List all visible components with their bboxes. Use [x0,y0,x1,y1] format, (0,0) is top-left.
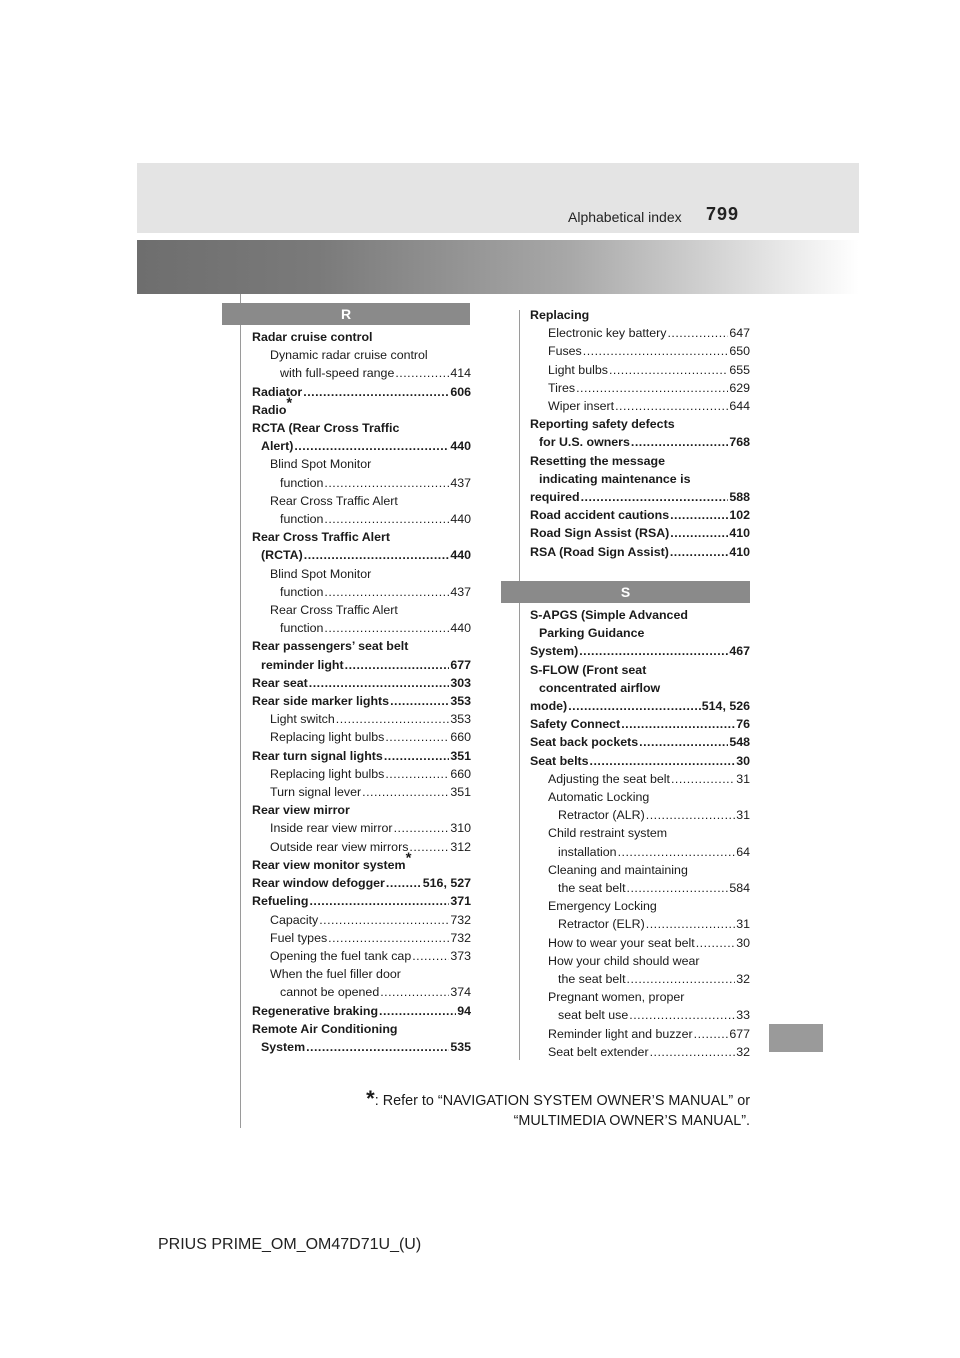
dot-leader [615,397,728,415]
index-entry-text: the seat belt [558,881,626,896]
dot-leader [303,383,449,401]
index-entry-text: Rear turn signal lights [252,748,383,763]
index-entry-page: 548 [729,735,750,750]
index-entry-page: 310 [450,821,471,836]
index-entry-page: 373 [450,948,471,963]
thumb-index-tab [769,1024,823,1052]
index-entry-text: Rear side marker lights [252,694,390,709]
index-entry-page: 303 [450,675,471,690]
index-entry [252,728,471,746]
dot-leader [362,783,449,801]
index-entry [530,733,750,751]
dot-leader [590,752,736,770]
index-entry-page: 353 [450,694,471,709]
index-entry-text: How to wear your seat belt [548,935,695,950]
index-entry-text: seat belt use [558,1008,629,1023]
index-entry [252,528,471,546]
dot-leader [390,692,449,710]
index-entry [530,379,750,397]
section-heading-s: S [501,581,750,603]
section-heading-r: R [222,303,470,325]
index-entry-text: function [280,512,324,527]
index-entry-text: Remote Air Conditioning [252,1021,398,1036]
dot-leader [384,747,450,765]
index-entry [252,892,471,910]
index-entry [252,619,471,637]
index-entry [252,765,471,783]
index-entry-text: Radio [252,402,287,417]
index-entry [252,437,471,455]
index-entry [530,952,750,970]
index-entry-page: 768 [729,435,750,450]
index-entry [530,1043,750,1061]
index-entry-text: with full-speed range [280,366,395,381]
index-entry [252,1002,471,1020]
index-entry [530,806,750,824]
dot-leader [345,656,450,674]
index-entry-page: 629 [729,380,750,395]
index-entry-text: Fuses [548,344,582,359]
index-entry [252,546,471,564]
dot-leader [304,546,450,564]
page-number: 799 [706,204,740,224]
index-entry [530,752,750,770]
index-entry-text: Replacing [530,308,590,322]
footnote [330,1086,750,1131]
index-entry [252,346,471,364]
index-entry-text: When the fuel filler door [270,967,401,982]
index-entry [530,661,750,679]
index-entry [530,624,750,642]
index-entry-page: 94 [457,1003,471,1018]
index-entry [530,1006,750,1024]
index-entry [530,679,750,697]
index-entry [530,606,750,624]
index-entry [252,692,471,710]
index-entry [530,1025,750,1043]
index-entry-page: 660 [450,766,471,781]
dot-leader [670,524,728,542]
footnote-marker: * [366,1086,375,1112]
index-entry-page: 677 [729,1026,750,1041]
dot-leader [639,733,728,751]
dot-leader [319,911,449,929]
dot-leader [609,361,728,379]
index-entry-page: 650 [729,344,750,359]
dot-leader [409,838,449,856]
footnote-asterisk: * [286,394,293,412]
index-entry [252,328,471,346]
index-entry-text: Cleaning and maintaining [548,862,688,877]
index-entry-text: Outside rear view mirrors [270,839,409,854]
index-entry-text: S-APGS (Simple Advanced [530,608,688,622]
index-entry [252,710,471,728]
index-entry-text: Opening the fuel tank cap [270,948,412,963]
index-entry-text: Emergency Locking [548,899,657,914]
index-entry-text: Rear Cross Traffic Alert [252,530,390,545]
index-entry-text: Child restraint system [548,826,668,841]
index-entry-page: 76 [736,717,750,732]
dot-leader [309,674,450,692]
dot-leader [386,874,422,892]
index-entry-page: 410 [729,544,750,559]
index-entry [252,383,471,401]
index-entry [252,849,471,874]
index-entry-text: Rear passengers’ seat belt [252,639,409,654]
index-entry-page: 584 [729,881,750,896]
index-entry-page: 31 [736,808,750,823]
dot-leader [583,342,729,360]
index-entry-text: Light switch [270,712,335,727]
index-entry-page: 437 [450,584,471,599]
index-entry [530,988,750,1006]
index-entry-text: Reporting safety defects [530,417,675,432]
index-entry [252,656,471,674]
index-entry [252,510,471,528]
index-entry-page: 353 [450,712,471,727]
index-entry [530,934,750,952]
index-entry-page: 31 [736,771,750,786]
dot-leader [621,715,735,733]
index-entry-page: 437 [450,475,471,490]
index-column-right-s [530,606,750,1061]
index-entry-page: 440 [450,512,471,527]
index-entry-text: Tires [548,380,576,395]
index-entry [252,1020,471,1038]
left-rule [240,294,241,1128]
index-entry [530,524,750,542]
index-entry-page: 514, 526 [701,699,750,714]
index-entry-text: Rear seat [252,675,308,690]
footnote-asterisk: * [405,849,412,867]
index-entry-text: Retractor (ALR) [558,808,645,823]
footnote-line-1: : Refer to “NAVIGATION SYSTEM OWNER’S MANUAL” or [374,1093,750,1109]
index-entry-text: RSA (Road Sign Assist) [530,544,669,559]
index-entry [252,474,471,492]
dot-leader [394,819,450,837]
index-entry-text: function [280,584,324,599]
dot-leader [328,929,449,947]
index-entry-page: 606 [450,384,471,399]
index-entry [530,697,750,715]
column-divider [519,310,520,1060]
index-entry [530,788,750,806]
index-entry-page: 102 [729,508,750,523]
index-entry-text: Safety Connect [530,717,621,732]
index-entry-text: System [261,1039,306,1054]
index-column-left [252,328,471,1056]
index-entry [252,819,471,837]
index-column-right-r [530,306,750,561]
index-entry [252,929,471,947]
index-entry-text: Refueling [252,894,309,909]
dot-leader [667,324,728,342]
index-entry-text: Inside rear view mirror [270,821,393,836]
dot-leader [385,728,449,746]
index-entry-text: cannot be opened [280,985,380,1000]
dot-leader [412,947,449,965]
index-entry-text: Dynamic radar cruise control [270,348,428,363]
index-entry-page: 647 [729,326,750,341]
index-entry-text: System) [530,644,579,659]
dot-leader [309,892,449,910]
dot-leader [294,437,449,455]
index-entry-page: 351 [450,785,471,800]
index-entry-text: Fuel types [270,930,328,945]
index-entry-text: Adjusting the seat belt [548,771,670,786]
index-entry [252,455,471,473]
index-entry-page: 351 [450,748,471,763]
index-entry-text: Road Sign Assist (RSA) [530,526,670,541]
index-entry-text: Rear window defogger [252,876,385,891]
index-entry-text: Wiper insert [548,399,615,414]
dot-leader [694,1025,729,1043]
index-entry-page: 30 [736,753,750,768]
index-entry-text: function [280,621,324,636]
index-entry-page: 440 [450,548,471,563]
index-entry [530,861,750,879]
index-entry [252,674,471,692]
dot-leader [568,697,701,715]
index-entry-page: 374 [450,985,471,1000]
index-entry-text: Radiator [252,384,303,399]
dot-leader [650,1043,736,1061]
index-entry [530,715,750,733]
index-entry-text: Blind Spot Monitor [270,457,372,472]
index-entry-page: 535 [450,1039,471,1054]
index-entry-page: 440 [450,621,471,636]
index-entry-page: 440 [450,439,471,454]
index-entry-text: Light bulbs [548,362,608,377]
index-entry-text: Retractor (ELR) [558,917,645,932]
dot-leader [627,970,736,988]
footnote-line-2: “MULTIMEDIA OWNER’S MANUAL”. [513,1113,750,1129]
index-entry [530,770,750,788]
index-entry [530,488,750,506]
index-entry-text: Rear view monitor system [252,857,406,872]
index-entry-text: Seat belts [530,753,589,768]
dot-leader [646,915,735,933]
dot-leader [380,983,449,1001]
dot-leader [379,1002,456,1020]
index-entry-page: 31 [736,917,750,932]
index-entry-text: Seat back pockets [530,735,639,750]
index-entry-text: Rear Cross Traffic Alert [270,493,398,508]
gradient-banner [137,240,859,294]
index-entry [530,642,750,660]
dot-leader [671,770,735,788]
index-entry-page: 516, 527 [422,876,471,891]
index-entry-page: 660 [450,730,471,745]
index-entry [530,415,750,433]
index-entry-page: 588 [729,490,750,505]
dot-leader [629,1006,735,1024]
index-entry-page: 732 [450,930,471,945]
index-entry [252,838,471,856]
index-entry-text: function [280,475,324,490]
index-entry-text: installation [558,844,617,859]
index-entry [252,783,471,801]
index-entry-text: Rear Cross Traffic Alert [270,603,398,618]
index-entry [530,324,750,342]
index-entry-page: 30 [736,935,750,950]
index-entry-text: Turn signal lever [270,785,362,800]
dot-leader [395,364,449,382]
dot-leader [576,379,728,397]
dot-leader [581,488,729,506]
index-entry [252,801,471,819]
index-entry [252,911,471,929]
index-entry [530,433,750,451]
index-entry-page: 32 [736,1044,750,1059]
index-entry [530,970,750,988]
dot-leader [646,806,735,824]
index-entry-page: 677 [450,657,471,672]
dot-leader [670,506,728,524]
header-title: Alphabetical index [568,209,682,225]
index-entry-text: Road accident cautions [530,508,670,523]
index-entry-text: Alert) [261,439,294,454]
index-entry [252,583,471,601]
index-entry-text: Reminder light and buzzer [548,1026,693,1041]
index-entry [530,470,750,488]
header-band [137,163,859,233]
dot-leader [696,934,736,952]
index-entry [530,897,750,915]
index-entry-page: 371 [450,894,471,909]
index-entry [252,965,471,983]
index-entry-text: required [530,490,580,505]
index-entry [530,306,750,324]
index-entry-page: 732 [450,912,471,927]
index-entry-text: concentrated airflow [539,680,661,695]
index-entry [252,747,471,765]
index-entry-page: 410 [729,526,750,541]
index-entry-page: 655 [729,362,750,377]
index-entry-text: Replacing light bulbs [270,766,385,781]
document-code: PRIUS PRIME_OM_OM47D71U_(U) [158,1236,422,1253]
index-entry-page: 64 [736,844,750,859]
index-entry [530,397,750,415]
index-entry [252,601,471,619]
index-entry-text: indicating maintenance is [539,471,691,486]
index-entry [252,947,471,965]
index-entry-page: 414 [450,366,471,381]
index-entry [530,915,750,933]
index-entry-text: Blind Spot Monitor [270,566,372,581]
index-entry-page: 312 [450,839,471,854]
index-entry-page: 32 [736,972,750,987]
index-entry [252,492,471,510]
dot-leader [306,1038,449,1056]
index-entry [252,874,471,892]
index-entry-text: the seat belt [558,972,626,987]
dot-leader [324,474,449,492]
index-entry-text: Rear view mirror [252,803,350,818]
index-entry [530,506,750,524]
index-entry-text: Automatic Locking [548,790,650,805]
index-entry [252,637,471,655]
index-entry-text: How your child should wear [548,953,700,968]
dot-leader [336,710,450,728]
index-entry-text: for U.S. owners [539,435,630,450]
index-entry-text: Regenerative braking [252,1003,379,1018]
index-entry-text: Capacity [270,912,319,927]
index-entry [252,364,471,382]
index-entry [252,565,471,583]
index-entry-text: Radar cruise control [252,330,373,344]
index-entry-text: reminder light [261,657,344,672]
index-entry-text: (RCTA) [261,548,303,563]
index-entry-page: 644 [729,399,750,414]
index-entry-text: Pregnant women, proper [548,990,685,1005]
index-entry-page: 467 [729,644,750,659]
index-entry-text: RCTA (Rear Cross Traffic [252,421,400,436]
index-entry-text: Resetting the message [530,453,665,468]
index-entry [530,342,750,360]
index-entry [530,543,750,561]
index-entry-page: 33 [736,1008,750,1023]
dot-leader [324,510,449,528]
dot-leader [579,642,728,660]
index-entry-text: Replacing light bulbs [270,730,385,745]
index-entry-text: mode) [530,699,568,714]
index-entry-text: Electronic key battery [548,326,667,341]
index-entry-text: Seat belt extender [548,1044,649,1059]
index-entry [530,452,750,470]
dot-leader [618,843,736,861]
dot-leader [324,583,449,601]
dot-leader [324,619,449,637]
index-entry [530,879,750,897]
index-entry [252,983,471,1001]
dot-leader [627,879,729,897]
dot-leader [670,543,728,561]
dot-leader [631,433,728,451]
index-entry [530,843,750,861]
index-entry [530,824,750,842]
index-entry-text: S-FLOW (Front seat [530,662,647,677]
index-entry-text: Parking Guidance [539,626,645,641]
index-entry [252,419,471,437]
dot-leader [385,765,449,783]
index-entry [530,361,750,379]
index-entry [252,1038,471,1056]
index-entry [252,394,471,419]
